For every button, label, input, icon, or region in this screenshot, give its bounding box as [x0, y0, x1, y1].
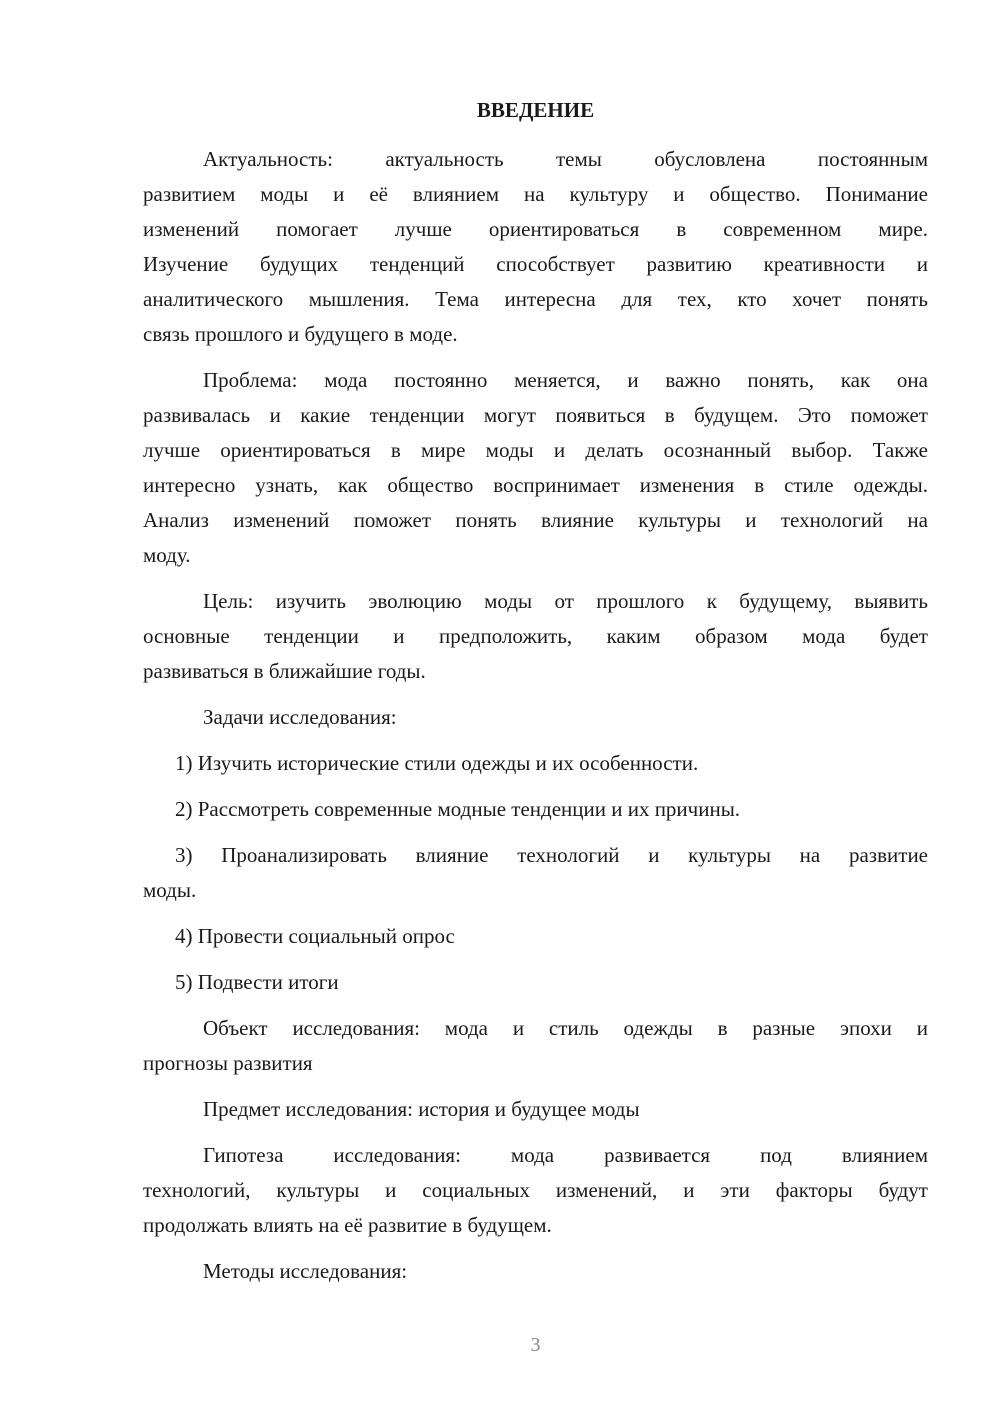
text-line: 1) Изучить исторические стили одежды и их особенности.: [175, 751, 699, 775]
text-line: лучше ориентироваться в мире моды и делать осознанный выбор. Также: [143, 438, 928, 462]
section-title: ВВЕДЕНИЕ: [476, 98, 595, 122]
text-line: Проблема: мода постоянно меняется, и важно понять, как она: [203, 368, 928, 392]
paragraph: [143, 584, 928, 689]
text-line: 3) Проанализировать влияние технологий и культуры на развитие: [175, 843, 928, 867]
text-line: технологий, культуры и социальных изменений, и эти факторы будут: [143, 1178, 928, 1202]
paragraph: [143, 700, 928, 735]
text-line: Актуальность: актуальность темы обусловлена постоянным: [203, 147, 928, 171]
text-line: 2) Рассмотреть современные модные тенденции и их причины.: [175, 797, 741, 821]
text-line: развивалась и какие тенденции могут появиться в будущем. Это поможет: [143, 403, 928, 427]
text-line: Анализ изменений поможет понять влияние культуры и технологий на: [143, 508, 928, 532]
list-item: [143, 919, 928, 954]
text-line: Методы исследования:: [203, 1259, 408, 1283]
list-item: [143, 965, 928, 1000]
text-line: Предмет исследования: история и будущее моды: [203, 1097, 640, 1121]
text-line: основные тенденции и предположить, каким образом мода будет: [143, 624, 928, 648]
text-line: продолжать влиять на её развитие в будущем.: [143, 1213, 552, 1237]
paragraph: [143, 1011, 928, 1081]
paragraph: [143, 1254, 928, 1289]
text-line: Задачи исследования:: [203, 705, 397, 729]
text-line: Объект исследования: мода и стиль одежды в разные эпохи и: [203, 1016, 928, 1040]
text-line: изменений помогает лучше ориентироваться в современном мире.: [143, 217, 928, 241]
text-line: моду.: [143, 543, 191, 567]
text-line: развиваться в ближайшие годы.: [143, 659, 426, 683]
paragraph: [143, 1138, 928, 1243]
list-item: [143, 792, 928, 827]
document-body: [143, 142, 928, 1300]
text-line: 4) Провести социальный опрос: [175, 924, 455, 948]
text-line: 5) Подвести итоги: [175, 970, 339, 994]
list-item: [143, 746, 928, 781]
text-line: интересно узнать, как общество воспринимает изменения в стиле одежды.: [143, 473, 928, 497]
text-line: Изучение будущих тенденций способствует развитию креативности и: [143, 252, 928, 276]
text-line: развитием моды и её влиянием на культуру и общество. Понимание: [143, 182, 928, 206]
text-line: моды.: [143, 878, 197, 902]
text-line: Цель: изучить эволюцию моды от прошлого к будущему, выявить: [203, 589, 928, 613]
text-line: прогнозы развития: [143, 1051, 313, 1075]
paragraph: [143, 142, 928, 352]
list-item: [143, 838, 928, 908]
text-line: связь прошлого и будущего в моде.: [143, 322, 458, 346]
page-number: 3: [530, 1334, 541, 1356]
text-line: аналитического мышления. Тема интересна для тех, кто хочет понять: [143, 287, 928, 311]
text-line: Гипотеза исследования: мода развивается под влиянием: [203, 1143, 928, 1167]
paragraph: [143, 363, 928, 573]
paragraph: [143, 1092, 928, 1127]
